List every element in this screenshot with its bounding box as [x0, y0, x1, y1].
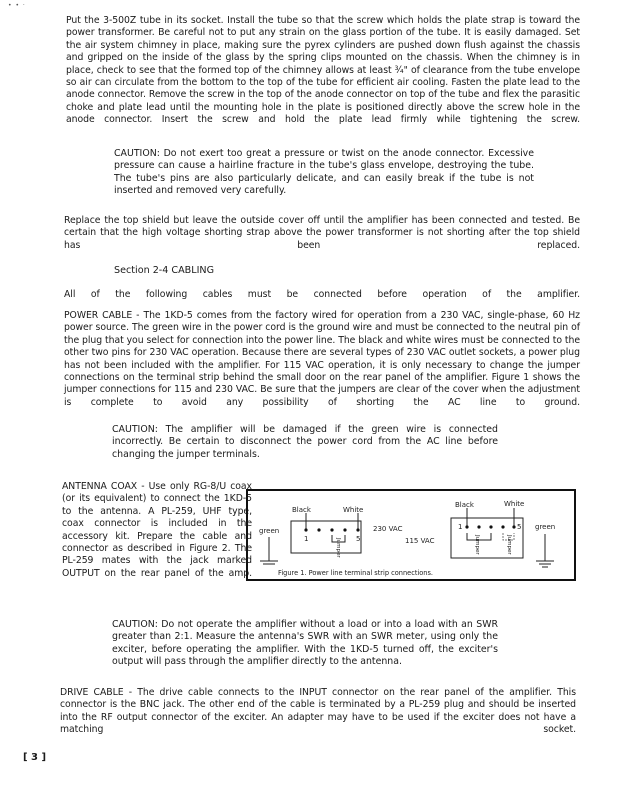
- figure-1-terminal-strip: [246, 489, 576, 581]
- jumper-label-right-b: Jumper: [506, 535, 512, 555]
- pin-5-right: 5: [517, 523, 522, 531]
- page-number: [ 3 ]: [23, 752, 47, 763]
- terminal-pin: [489, 525, 492, 528]
- black-label-left: Black: [292, 506, 311, 514]
- voltage-label-115: 115 VAC: [405, 537, 435, 545]
- diagram-230vac: [259, 506, 403, 564]
- voltage-label-230: 230 VAC: [373, 525, 403, 533]
- black-label-right: Black: [455, 501, 474, 509]
- green-label-left: green: [259, 527, 280, 535]
- figure-1-caption: Figure 1. Power line terminal strip connections.: [278, 569, 433, 577]
- paragraph-drive-cable: DRIVE CABLE - The drive cable connects to the INPUT connector on the rear panel of the amplifier. This connector is the BNC jack. The other end of the cable is terminated by a PL-259 plug and should be inserted into the RF output connector of the exciter. An adapter may have to be used if the exciter does not have a matching socket.: [60, 687, 576, 736]
- caution-anode: CAUTION: Do not exert too great a pressure or twist on the anode connector. Excessive pressure can cause a hairline fracture in the tube's glass envelope, destroying the tube. The tube's pins are also particularly delicate, and can easily break if the tube is not inserted and removed very carefully.: [114, 148, 534, 197]
- white-label-right: White: [504, 500, 525, 508]
- paragraph-cables-intro: All of the following cables must be connected before operation of the amplifier.: [64, 289, 580, 300]
- caution-green-wire: CAUTION: The amplifier will be damaged if the green wire is connected incorrectly. Be certain to disconnect the power cord from the AC line before changing the jumper terminals.: [112, 424, 498, 460]
- paragraph-replace-shield: Replace the top shield but leave the outside cover off until the amplifier has been connected and tested. Be certain that the high voltage shorting strap above the power transformer is not shorting after the top shield has been replaced.: [64, 215, 580, 251]
- pin-1-right: 1: [458, 523, 463, 531]
- paragraph-tube-install: Put the 3-500Z tube in its socket. Install the tube so that the screw which holds the plate strap is toward the power transformer. Be careful not to put any strain on the glass portion of the tube. It is easily damaged. Set the air system chimney in place, making sure the pyrex cylinders are pushed down flush against the chassis and gripped on the inside of the glass by the spring clips mounted on the chassis. When the chimney is in place, check to see that the formed top of the chimney allows at least ¾" of clearance from the tube envelope so air can circulate from the bottom to the top of the tube for efficient air cooling. Fasten the plate lead to the anode connector. Remove the screw in the top of the anode connector on top of the tube and flex the parasitic choke and plate lead until the mounting hole in the plate is positioned directly above the screw hole in the anode connector. Insert the screw and hold the plate lead firmly while tightening the screw.: [66, 15, 580, 126]
- terminal-pin: [465, 525, 468, 528]
- caution-swr: CAUTION: Do not operate the amplifier without a load or into a load with an SWR greater than 2:1. Measure the antenna's SWR with an SWR meter, using only the exciter, before operating the amplifier. With the 1KD-5 turned off, the exciter's output will pass through the amplifier directly to the antenna.: [112, 619, 498, 668]
- jumper-label-right-a: Jumper: [474, 535, 480, 555]
- terminal-pin: [501, 525, 504, 528]
- corner-mark: • • ·: [8, 2, 26, 9]
- terminal-pin: [317, 528, 320, 531]
- terminal-strip-left: [291, 521, 361, 553]
- paragraph-antenna-coax: ANTENNA COAX - Use only RG-8/U coax (or its equivalent) to connect the 1KD-5 to the antenna. A PL-259, UHF type, coax connector is included in the accessory kit. Prepare the cable and connector as described in Figure 2. The PL-259 mates with the jack marked OUTPUT on the rear panel of the amp.: [62, 481, 252, 579]
- section-heading: Section 2-4 CABLING: [114, 265, 215, 276]
- terminal-pin: [477, 525, 480, 528]
- terminal-pin: [356, 528, 359, 531]
- white-label-left: White: [343, 506, 364, 514]
- terminal-pin: [330, 528, 333, 531]
- terminal-pin: [512, 525, 515, 528]
- terminal-pin: [304, 528, 307, 531]
- paragraph-power-cable: POWER CABLE - The 1KD-5 comes from the factory wired for operation from a 230 VAC, single-phase, 60 Hz power source. The green wire in the power cord is the ground wire and must be connected to the neutral pin of the plug that you select for connection into the power line. The black and white wires must be connected to the other two pins for 230 VAC operation. Because there are several types of 230 VAC outlet sockets, a power plug has not been included with the amplifier. For 115 VAC operation, it is only necessary to change the jumper connections on the terminal strip behind the small door on the rear panel of the amplifier. Figure 1 shows the jumper connections for 115 and 230 VAC. Be sure that the jumpers are clear of the cover when the adjustment is complete to avoid any possibility of shorting the AC line to ground.: [64, 310, 580, 408]
- diagram-115vac: [405, 500, 555, 567]
- pin-1-left: 1: [304, 535, 309, 543]
- jumper-label-left: Jumper: [335, 538, 341, 558]
- terminal-pin: [343, 528, 346, 531]
- green-label-right: green: [535, 523, 556, 531]
- pin-5-left: 5: [356, 535, 361, 543]
